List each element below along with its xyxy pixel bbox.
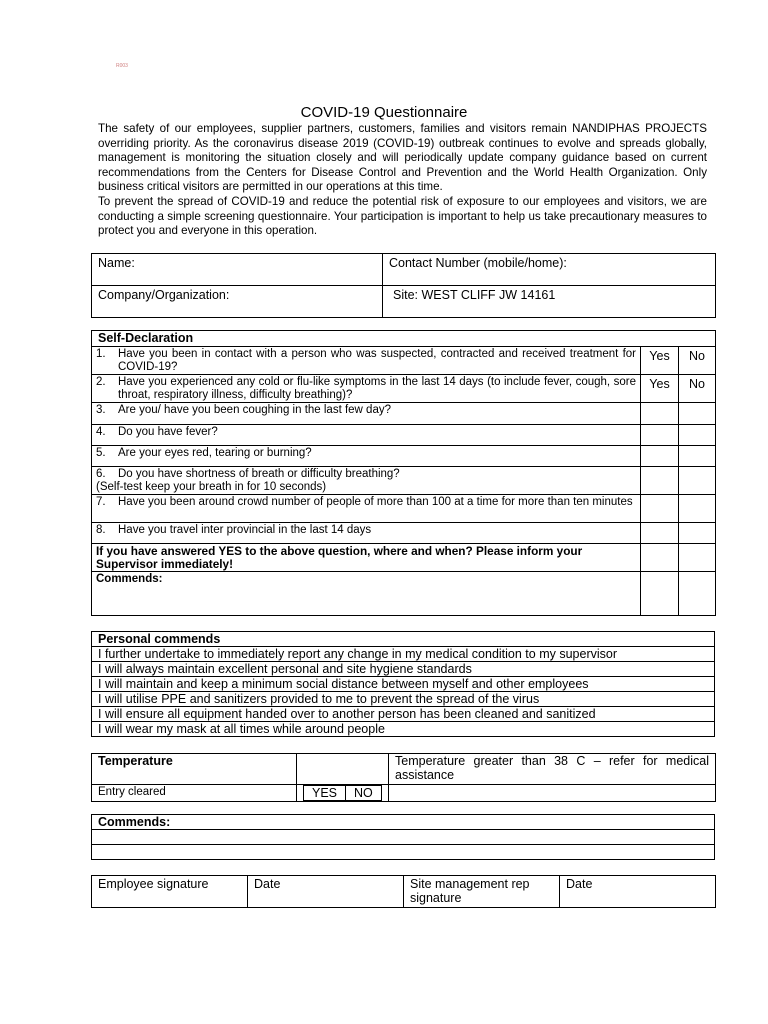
question-number: 5. xyxy=(96,447,106,459)
no-cell[interactable] xyxy=(679,446,716,467)
commends-field[interactable] xyxy=(92,572,641,616)
entry-cleared-options xyxy=(297,785,389,802)
commend-item: I further undertake to immediately report any change in my medical condition to my supervisor xyxy=(92,647,715,662)
name-field[interactable] xyxy=(92,254,383,286)
commends-label: Commends: xyxy=(96,573,163,585)
company-field[interactable] xyxy=(92,286,383,318)
yes-cell[interactable] xyxy=(641,425,679,446)
temperature-note: Temperature greater than 38 C – refer for medical assistance xyxy=(389,754,716,785)
yes-instruction: If you have answered YES to the above question, where and when? Please inform your Supervisor immediately! xyxy=(92,544,641,572)
entry-cleared-label: Entry cleared xyxy=(92,785,297,802)
employee-date-field[interactable]: Date xyxy=(248,876,404,908)
question-text: Have you been in contact with a person who was suspected, contracted and received treatment for COVID-19? xyxy=(118,348,636,373)
commend-item: I will utilise PPE and sanitizers provided to me to prevent the spread of the virus xyxy=(92,692,715,707)
no-cell[interactable] xyxy=(679,572,716,616)
no-cell[interactable] xyxy=(679,403,716,425)
yes-cell[interactable] xyxy=(641,572,679,616)
question-number: 8. xyxy=(96,524,106,536)
contact-label: Contact Number (mobile/home): xyxy=(389,256,567,270)
site-label: Site: WEST CLIFF JW 14161 xyxy=(393,288,556,302)
no-cell[interactable] xyxy=(679,523,716,544)
question-row xyxy=(92,403,641,425)
question-number: 4. xyxy=(96,426,106,438)
entry-no-option[interactable]: NO xyxy=(346,785,382,801)
commends-line[interactable] xyxy=(92,830,715,845)
yes-cell[interactable] xyxy=(641,544,679,572)
question-row xyxy=(92,467,641,495)
personal-commends-table xyxy=(91,631,715,737)
commend-item: I will maintain and keep a minimum social distance between myself and other employees xyxy=(92,677,715,692)
question-note: (Self-test keep your breath in for 10 seconds) xyxy=(96,480,327,493)
temperature-table xyxy=(91,753,716,802)
question-row xyxy=(92,523,641,544)
question-text: Are you/ have you been coughing in the last few day? xyxy=(118,404,391,416)
question-number: 6. xyxy=(96,468,106,480)
question-text: Have you experienced any cold or flu-like symptoms in the last 14 days (to include fever, cough, sore throat, respiratory illness, difficulty breathing)? xyxy=(118,376,636,401)
intro-paragraph-1: The safety of our employees, supplier partners, customers, families and visitors remain NANDIPHAS PROJECTS overriding priority. As the coronavirus disease 2019 (COVID-19) outbreak continues to evolve and spreads globally, management is monitoring the situation closely and will periodically update company guidance based on current recommendations from the Centers for Disease Control and Prevention and the World Health Organization. Only business critical visitors are permitted in our operations at this time. xyxy=(98,122,707,194)
yes-cell[interactable] xyxy=(641,446,679,467)
page-title: COVID-19 Questionnaire xyxy=(300,104,468,121)
name-label: Name: xyxy=(98,256,135,270)
no-cell[interactable] xyxy=(679,467,716,495)
commend-item: I will wear my mask at all times while around people xyxy=(92,722,715,737)
no-cell[interactable] xyxy=(679,495,716,523)
temperature-input[interactable] xyxy=(297,754,389,785)
question-number: 2. xyxy=(96,376,106,388)
question-number: 1. xyxy=(96,348,106,360)
personal-info-table xyxy=(91,253,716,318)
yes-cell[interactable] xyxy=(641,403,679,425)
question-number: 3. xyxy=(96,404,106,416)
contact-field[interactable] xyxy=(383,254,716,286)
no-option[interactable]: No xyxy=(679,347,716,375)
document-code: R003 xyxy=(116,63,128,69)
no-option[interactable]: No xyxy=(679,375,716,403)
personal-commends-heading: Personal commends xyxy=(92,632,715,647)
commends-line[interactable] xyxy=(92,845,715,860)
signature-table xyxy=(91,875,716,908)
question-text: Are your eyes red, tearing or burning? xyxy=(118,447,312,459)
question-number: 7. xyxy=(96,496,106,508)
yes-option[interactable]: Yes xyxy=(641,375,679,403)
commend-item: I will ensure all equipment handed over to another person has been cleaned and sanitized xyxy=(92,707,715,722)
self-declaration-table xyxy=(91,330,716,616)
yes-option[interactable]: Yes xyxy=(641,347,679,375)
commends-table xyxy=(91,814,715,860)
question-text: Do you have shortness of breath or difficulty breathing? xyxy=(118,468,400,480)
temperature-label: Temperature xyxy=(92,754,297,785)
question-row xyxy=(92,495,641,523)
site-rep-signature-field[interactable]: Site management rep signature xyxy=(404,876,560,908)
self-declaration-heading: Self-Declaration xyxy=(92,331,716,347)
question-text: Have you travel inter provincial in the last 14 days xyxy=(118,524,372,536)
question-row xyxy=(92,446,641,467)
entry-cleared-blank xyxy=(389,785,716,802)
no-cell[interactable] xyxy=(679,544,716,572)
question-text: Do you have fever? xyxy=(118,426,218,438)
intro-text xyxy=(98,122,707,239)
commend-item: I will always maintain excellent personal and site hygiene standards xyxy=(92,662,715,677)
employee-signature-field[interactable]: Employee signature xyxy=(92,876,248,908)
no-cell[interactable] xyxy=(679,425,716,446)
yes-cell[interactable] xyxy=(641,523,679,544)
site-rep-date-field[interactable]: Date xyxy=(560,876,716,908)
company-label: Company/Organization: xyxy=(98,288,230,302)
commends-heading: Commends: xyxy=(92,815,715,830)
question-row xyxy=(92,425,641,446)
question-row xyxy=(92,347,641,375)
intro-paragraph-2: To prevent the spread of COVID-19 and reduce the potential risk of exposure to our employees and visitors, we are conducting a simple screening questionnaire. Your participation is important to help us take precautionary measures to protect you and everyone in this operation. xyxy=(98,194,707,238)
site-field xyxy=(383,286,716,318)
question-text: Have you been around crowd number of people of more than 100 at a time for more than ten minutes xyxy=(118,496,633,508)
yes-cell[interactable] xyxy=(641,467,679,495)
entry-yes-option[interactable]: YES xyxy=(303,785,346,801)
question-row xyxy=(92,375,641,403)
yes-cell[interactable] xyxy=(641,495,679,523)
